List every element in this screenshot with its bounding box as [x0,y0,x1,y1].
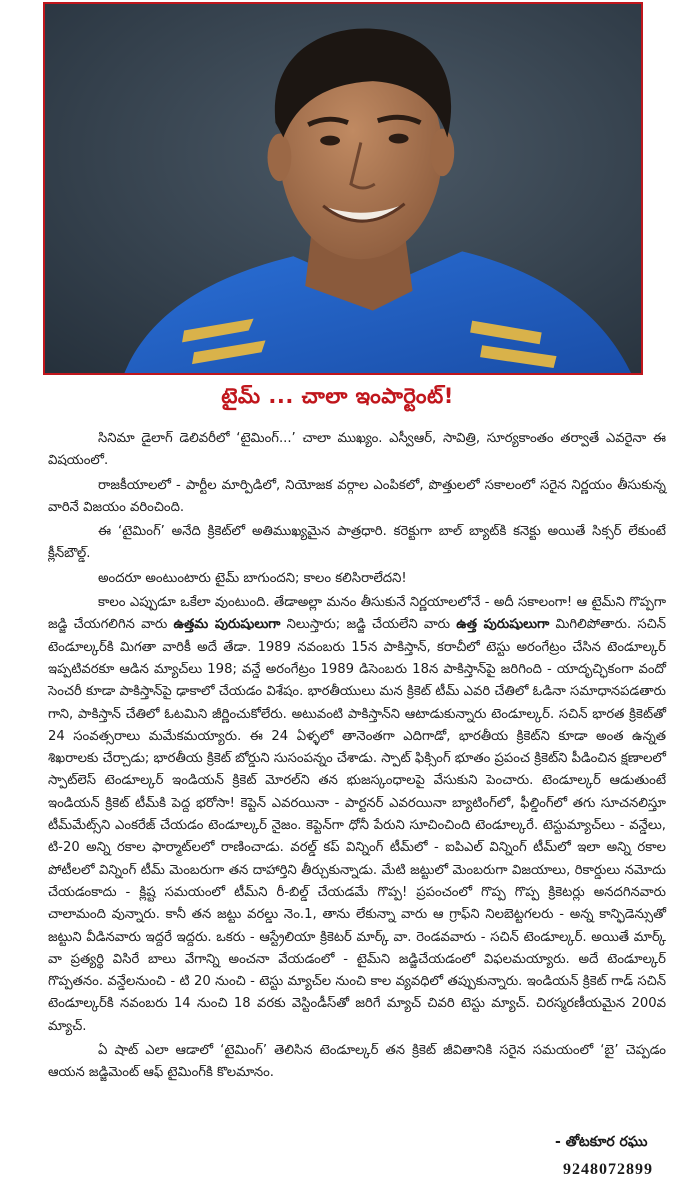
article-body [48,428,666,1085]
paragraph-5-part-c: నిలుస్తారు; జడ్జి చేయలేని వారు [280,617,457,633]
emphasis-uttama: ఉత్తమ పురుషులుగా [173,617,281,633]
author-phone: 9248072899 [563,1161,653,1178]
portrait-illustration [45,4,641,373]
paragraph-4: అందరూ అంటుంటారు టైమ్ బాగుందని; కాలం కలిసిరాలేదని! [98,570,407,586]
paragraph-5 [48,592,666,1038]
paragraph-3: ఈ ‘టైమింగ్’ అనేది క్రికెట్‌లో అతిముఖ్యమైన పాత్రధారి. కరెక్టుగా బాల్ బ్యాట్‌కి కనెక్టు అయితే సిక్సర్ లేకుంటే క్లీన్‌బౌల్డ్. [48,524,666,562]
paragraph-5-part-a: కాలం ఎప్పుడూ ఒకేలా వుంటుంది. తేడాఅల్లా మనం తీసుకునే నిర్ణయాలలోనే - అదీ సకాలంగా! ఆ టైమ్‌ని గొప్పగా జడ్జి చేయగలిగిన వారు [48,595,666,633]
emphasis-utta: ఉత్త పురుషులుగా [456,617,550,633]
author-signature [555,1128,653,1184]
paragraph-6: ఏ షాట్ ఎలా ఆడాలో ‘టైమింగ్’ తెలిసిన టెండూల్కర్ తన క్రికెట్ జీవితానికి సరైన సమయంలో ‘బై’ చెప్పడం ఆయన జడ్జిమెంట్ ఆఫ్ టైమింగ్‌కి కొలమానం. [48,1043,666,1081]
author-name: - తోటకూర రఘు [555,1134,648,1150]
paragraph-2: రాజకీయాలలో - పార్టీల మార్పిడిలో, నియోజక వర్గాల ఎంపికలో, పొత్తులలో సకాలంలో సరైన నిర్ణయం తీసుకున్న వారినే విజయం వరించింది. [48,477,666,515]
article-photo [43,2,643,375]
paragraph-1: సినిమా డైలాగ్ డెలివరీలో ‘టైమింగ్...’ చాలా ముఖ్యం. ఎస్వీఆర్, సావిత్రి, సూర్యకాంతం తర్వాతే ఎవరైనా ఈ విషయంలో. [48,431,666,469]
headline: టైమ్ ... చాలా ఇంపార్టెంట్! [221,384,454,408]
paragraph-5-part-d: మిగిలిపోతారు. సచిన్ టెండూల్కర్‌కి మిగతా వారికీ అదే తేడా. 1989 నవంబరు 15న పాకిస్తాన్, కరాచీలో టెస్టు అరంగేట్రం చేసిన టెండూల్కర్ ఇప్పటివరకూ ఆడిన మ్యాచ్‌లు 198; వన్డే అరంగేట్రం 1989 డిసెంబరు 18న పాకిస్తాన్‌పై జరిగింది - యాదృచ్ఛికంగా వందో సెంచరీ కూడా పాకిస్తాన్‌పై ఢాకాలో చేయడం విశేషం. భారతీయులు మన క్రికెట్ టీమ్ ఎవరి చేతిలో ఓడినా సమాధానపడతారు గాని, పాకిస్తాన్ చేతిలో ఓటమిని జీర్ణించుకోలేరు. అటువంటి పాకిస్తాన్‌ని ఆటాడుకున్నారు టెండూల్కర్. సచిన్ భారత క్రికెట్‌తో 24 సంవత్సరాలు మమేకమయ్యారు. ఈ 24 ఏళ్ళలో తానెంతగా ఎదిగాడో, భారతీయ క్రికెట్‌ని కూడా అంత ఉన్నత శిఖరాలకు చేర్చాడు; భారతీయ క్రికెట్ బోర్డుని సుసంపన్నం చేశాడు. స్పాట్ ఫిక్సింగ్ భూతం ప్రపంచ క్రికెట్‌ని పీడించిన క్షణాలలో స్పాట్‌లెస్ టెండూల్కర్ ఇండియన్ క్రికెట్ మోరల్‌ని తన భుజస్కంధాలపై వేసుకుని పెంచారు. టెండూల్కర్ ఆడుతుంటే ఇండియన్ క్రికెట్ టీమ్‌కి పెద్ద భరోసా! కెప్టెన్ ఎవరయినా - పార్టనర్ ఎవరయినా బ్యాటింగ్‌లో, ఫీల్డింగ్‌లో తగు సూచనలిస్తూ టీమ్‌మేట్స్‌ని ఎంకరేజ్ చేయడం టెండూల్కర్ నైజం. కెప్టెన్‌గా ధోనీ పేరుని సూచించింది టెండూల్కరే. టెస్టుమ్యాచ్‌లు - వన్డేలు, టి-20 అన్ని రకాల ఫార్మాట్‌లలో రాణించాడు. వరల్డ్ కప్ విన్నింగ్ టీమ్‌లో - ఐపిఎల్ విన్నింగ్ టీమ్‌లో ఇలా అన్ని రకాల పోటీలలో విన్నింగ్ టీమ్ మెంబరుగా తన దాహార్తిని తీర్చుకున్నాడు. మేటి జట్టులో మెంబరుగా విజయాలు, రికార్డులు నమోదు చేయడంకాదు - క్లిష్ట సమయంలో టీమ్‌ని రీ-బిల్డ్ చేయడమే గొప్ప! ప్రపంచంలో గొప్ప గొప్ప క్రికెటర్లు అనదగినవారు చాలామంది వున్నారు. కానీ తన జట్టు వరల్డు నెం.1, తాను లేకున్నా వారు ఆ గ్రాఫ్‌ని నిలబెట్టగలరు - అన్న కాన్ఫిడెన్సుతో జట్టుని వీడినవారు ఇద్దరే ఇద్దరు. ఒకరు - ఆస్ట్రేలియా క్రికెటర్ మార్క్ వా. రెండవవారు - సచిన్ టెండూల్కర్. అయితే మార్క్ వా ప్రత్యర్థి విసిరే బాలు వేగాన్ని అంచనా వేయడంలో - టైమ్‌ని జడ్జిచేయడంలో విఫలమయ్యారు. అదే టెండూల్కర్ గొప్పతనం. వన్డేలనుంచి - టి 20 నుంచి - టెస్టు మ్యాచ్‌ల నుంచి కాల వ్యవధిలో తప్పుకున్నారు. ఇండియన్ క్రికెట్ గాడ్ సచిన్ టెండూల్కర్‌కి నవంబరు 14 నుంచి 18 వరకు వెస్టిండీస్‌తో జరిగే మ్యాచ్ చివరి టెస్టు మ్యాచ్. చిరస్మరణీయమైన 200వ మ్యాచ్. [48,617,666,1034]
